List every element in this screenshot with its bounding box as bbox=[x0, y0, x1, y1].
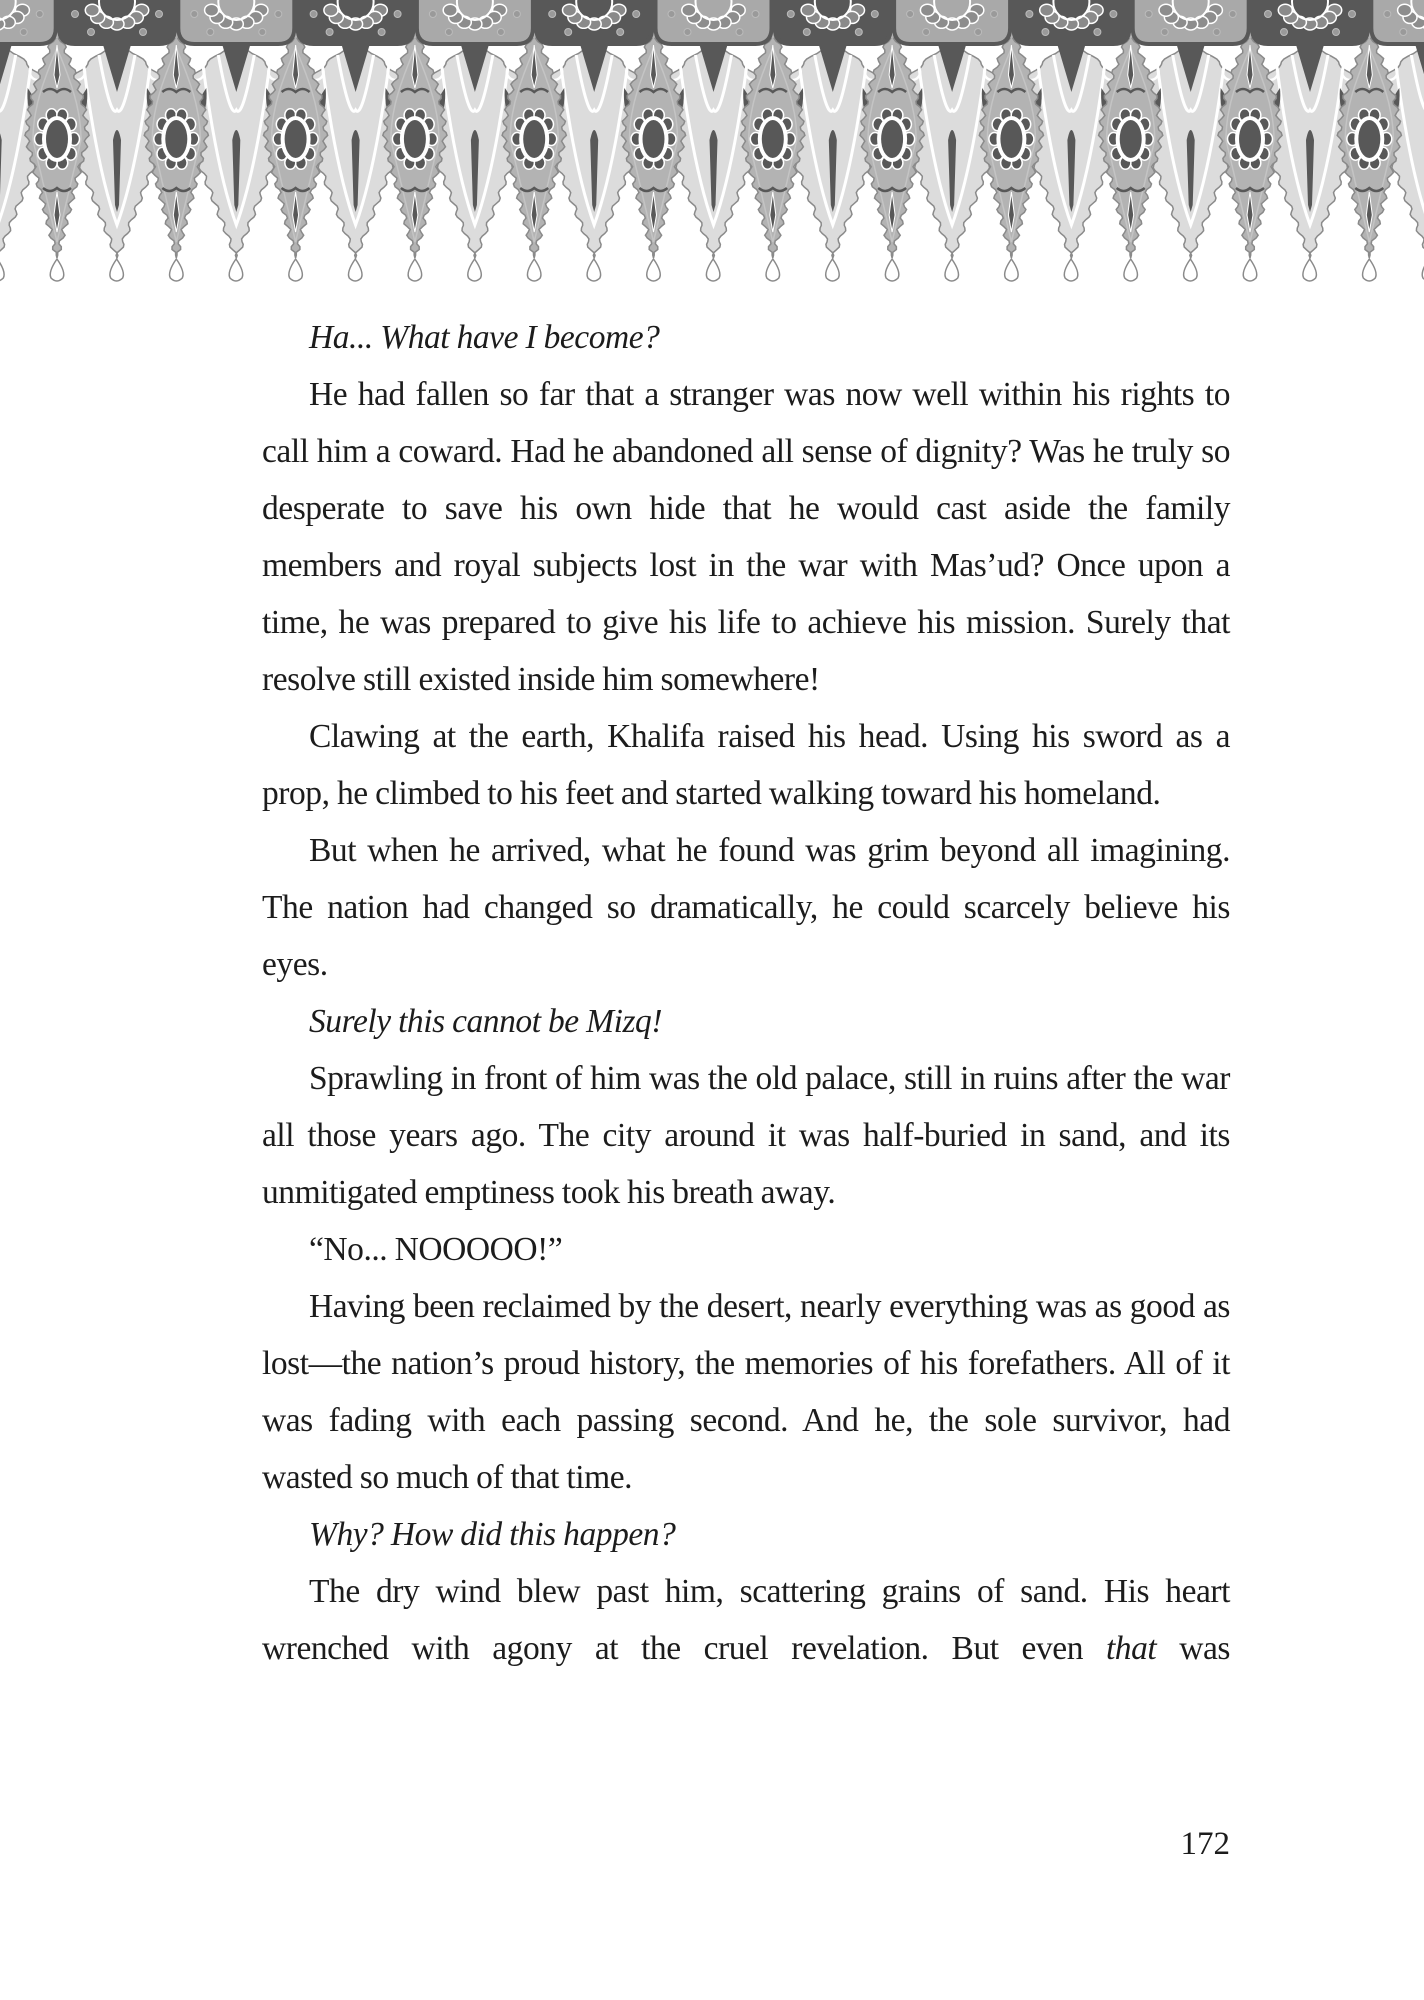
tile-dot bbox=[513, 11, 520, 18]
flower-center bbox=[46, 120, 68, 158]
tile-dot bbox=[803, 29, 810, 36]
tile-dot bbox=[1384, 11, 1391, 18]
flower-center bbox=[404, 120, 426, 158]
paragraph-5: Having been reclaimed by the desert, nearly everything was as good as lost—the nation’s proud history, the memories of his forefathers. All of it was fading with each passing second. And he, the sole survivor, had wasted so much of that time. bbox=[262, 1288, 1230, 1496]
tile-dot bbox=[684, 29, 691, 36]
tile-dot bbox=[1229, 11, 1236, 18]
hanging-drop-icon bbox=[826, 259, 840, 281]
tile-dot bbox=[497, 29, 504, 36]
hanging-drop-icon bbox=[468, 259, 482, 281]
hanging-drop-icon bbox=[170, 259, 184, 281]
tile-dot bbox=[378, 29, 385, 36]
hanging-drop-icon bbox=[885, 259, 899, 281]
tile-dot bbox=[140, 29, 147, 36]
tile-dot bbox=[1110, 11, 1117, 18]
flower-center bbox=[285, 120, 307, 158]
flower-center bbox=[165, 120, 187, 158]
tile-dot bbox=[72, 11, 79, 18]
hanging-drop-icon bbox=[647, 259, 661, 281]
hanging-drop-icon bbox=[1363, 259, 1377, 281]
tile-dot bbox=[1213, 29, 1220, 36]
tile-petal bbox=[1278, 4, 1292, 16]
tile-petal bbox=[324, 4, 338, 16]
hanging-drop-icon bbox=[349, 259, 363, 281]
hanging-drop-icon bbox=[1005, 259, 1019, 281]
tile-dot bbox=[259, 29, 266, 36]
hanging-drop-icon bbox=[945, 259, 959, 281]
hanging-drop-icon bbox=[1064, 259, 1078, 281]
tile-petal bbox=[563, 4, 577, 16]
hanging-drop-icon bbox=[408, 259, 422, 281]
tile-dot bbox=[975, 29, 982, 36]
tile-dot bbox=[855, 29, 862, 36]
paragraph-6-text-before: The dry wind blew past him, scattering grains of sand. His heart wrenched with agony at the cruel revelation. But even bbox=[262, 1573, 1230, 1667]
hanging-drop-icon bbox=[1124, 259, 1138, 281]
tile-petal bbox=[1398, 4, 1412, 16]
hanging-drop-icon bbox=[289, 259, 303, 281]
tile-dot bbox=[1349, 11, 1356, 18]
tile-dot bbox=[1281, 29, 1288, 36]
tile-dot bbox=[1145, 11, 1152, 18]
tile-dot bbox=[36, 11, 43, 18]
tile-dot bbox=[191, 11, 198, 18]
page-body bbox=[262, 309, 1230, 1677]
tile-dot bbox=[20, 29, 27, 36]
flower-center bbox=[1358, 120, 1380, 158]
tile-dot bbox=[549, 11, 556, 18]
tile-dot bbox=[787, 11, 794, 18]
tile-petal bbox=[85, 4, 99, 16]
flower-center bbox=[1120, 120, 1142, 158]
paragraph-thought-1: Ha... What have I become? bbox=[309, 319, 660, 356]
tile-dot bbox=[207, 29, 214, 36]
tile-dot bbox=[923, 29, 930, 36]
tile-dot bbox=[752, 11, 759, 18]
tile-dot bbox=[1094, 29, 1101, 36]
paragraph-6-text-after: was bbox=[1156, 1630, 1230, 1667]
flower-center bbox=[523, 120, 545, 158]
decorative-header-border bbox=[0, 0, 1424, 290]
tile-dot bbox=[1400, 29, 1407, 36]
tile-dot bbox=[907, 11, 914, 18]
hanging-drop-icon bbox=[0, 259, 4, 281]
tile-dot bbox=[275, 11, 282, 18]
tile-dot bbox=[565, 29, 572, 36]
tile-dot bbox=[1161, 29, 1168, 36]
hanging-drop-icon bbox=[706, 259, 720, 281]
hanging-drop-icon bbox=[1303, 259, 1317, 281]
flower-center bbox=[762, 120, 784, 158]
tile-dot bbox=[326, 29, 333, 36]
tile-petal bbox=[443, 4, 457, 16]
tile-dot bbox=[871, 11, 878, 18]
tile-petal bbox=[205, 4, 219, 16]
page-number: 172 bbox=[1180, 1826, 1230, 1862]
tile-dot bbox=[1333, 29, 1340, 36]
tile-petal bbox=[801, 4, 815, 16]
tile-dot bbox=[310, 11, 317, 18]
tile-petal bbox=[1159, 4, 1173, 16]
tile-dot bbox=[1026, 11, 1033, 18]
tile-dot bbox=[991, 11, 998, 18]
hanging-drop-icon bbox=[50, 259, 64, 281]
paragraph-2: Clawing at the earth, Khalifa raised his head. Using his sword as a prop, he climbed to his feet and started walking toward his homeland. bbox=[262, 718, 1230, 812]
flower-center bbox=[1239, 120, 1261, 158]
paragraph-1: He had fallen so far that a stranger was now well within his rights to call him a coward. Had he abandoned all sense of dignity? Was he truly so desperate to save his own hide that he would cast aside the family members and royal subjects lost in the war with Mas’ud? Once upon a time, he was prepared to give his life to achieve his mission. Surely that resolve still existed inside him somewhere! bbox=[262, 376, 1230, 698]
tile-dot bbox=[1265, 11, 1272, 18]
tile-dot bbox=[394, 11, 401, 18]
flower-center bbox=[881, 120, 903, 158]
paragraph-4: Sprawling in front of him was the old palace, still in ruins after the war all those years ago. The city around it was half-buried in sand, and its unmitigated emptiness took his breath away. bbox=[262, 1060, 1230, 1211]
tile-petal bbox=[1040, 4, 1054, 16]
tile-dot bbox=[1042, 29, 1049, 36]
hanging-drop-icon bbox=[766, 259, 780, 281]
hanging-drop-icon bbox=[587, 259, 601, 281]
flower-center bbox=[643, 120, 665, 158]
tile-petal bbox=[920, 4, 934, 16]
tile-dot bbox=[736, 29, 743, 36]
hanging-drop-icon bbox=[527, 259, 541, 281]
paragraph-6-emphasis: that bbox=[1105, 1630, 1157, 1667]
tile-dot bbox=[668, 11, 675, 18]
hanging-drop-icon bbox=[1184, 259, 1198, 281]
paragraph-thought-2: Surely this cannot be Mizq! bbox=[309, 1003, 663, 1040]
flower-center bbox=[1000, 120, 1022, 158]
tile-dot bbox=[429, 11, 436, 18]
drop-layer bbox=[0, 259, 1424, 281]
tile-dot bbox=[445, 29, 452, 36]
paragraph-dialogue: “No... NOOOOO!” bbox=[309, 1231, 563, 1268]
paragraph-3: But when he arrived, what he found was grim beyond all imagining. The nation had changed so dramatically, he could scarcely believe his eyes. bbox=[262, 832, 1230, 983]
hanging-drop-icon bbox=[110, 259, 124, 281]
tile-dot bbox=[156, 11, 163, 18]
tile-dot bbox=[88, 29, 95, 36]
hanging-drop-icon bbox=[1243, 259, 1257, 281]
tile-dot bbox=[617, 29, 624, 36]
paragraph-thought-3: Why? How did this happen? bbox=[309, 1516, 676, 1553]
hanging-drop-icon bbox=[229, 259, 243, 281]
paragraph-6 bbox=[262, 1563, 1230, 1677]
tile-dot bbox=[633, 11, 640, 18]
tile-petal bbox=[682, 4, 696, 16]
